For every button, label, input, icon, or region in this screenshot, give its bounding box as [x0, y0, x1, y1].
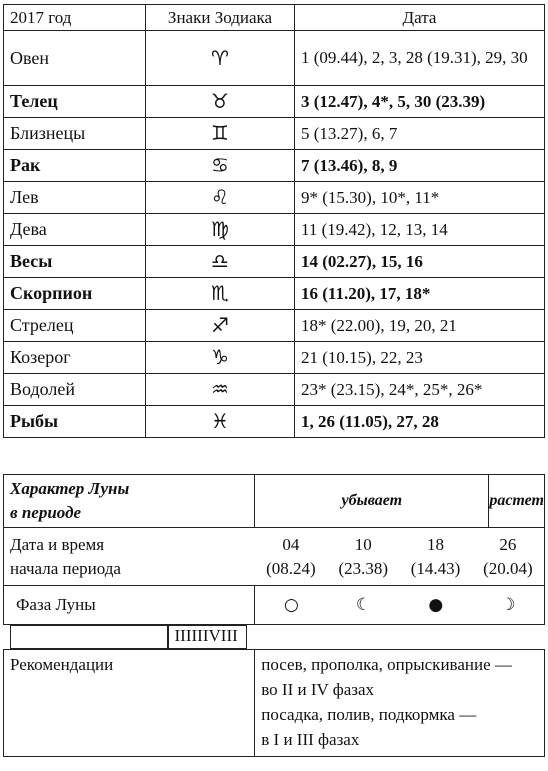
zodiac-row [4, 406, 545, 438]
phase-numbers-row [4, 625, 255, 649]
phase-number: III [185, 626, 203, 645]
recommendations-row [4, 650, 545, 757]
recommendations-text [255, 650, 544, 756]
recommendation-line: посадка, полив, подкормка — [261, 705, 477, 724]
waning-cell: убывает [255, 475, 489, 528]
sign-name: Телец [4, 86, 146, 118]
moon-phase-icons [255, 593, 544, 617]
period-time: (08.24) [266, 558, 316, 578]
period-day: 04 [282, 534, 300, 554]
sign-dates: 21 (10.15), 22, 23 [295, 342, 545, 374]
period-time: (14.43) [410, 558, 461, 578]
sign-name: Стрелец [4, 310, 146, 342]
moon-character-row [4, 475, 545, 528]
waxing-crescent-icon: ☽ [500, 595, 516, 615]
zodiac-sign-icon: ♊︎ [211, 121, 229, 145]
recommendation-line: посев, прополка, опрыскивание — [261, 655, 512, 674]
period-time: (20.04) [483, 558, 533, 578]
period-dates [255, 533, 544, 581]
zodiac-row [4, 310, 545, 342]
phase-number: IV [202, 626, 221, 645]
sign-name: Рак [4, 150, 146, 182]
sign-name: Скорпион [4, 278, 146, 310]
sign-dates: 11 (19.42), 12, 13, 14 [295, 214, 545, 246]
sign-name: Водолей [4, 374, 146, 406]
zodiac-sign-icon: ♑︎ [211, 345, 229, 369]
period-day: 26 [499, 534, 517, 554]
recommendations-label: Рекомендации [4, 650, 255, 757]
sign-dates: 14 (02.27), 15, 16 [295, 246, 545, 278]
zodiac-sign-icon: ♌︎ [211, 185, 229, 209]
period-start [399, 533, 471, 581]
phase-numbers [169, 626, 246, 646]
sign-dates: 16 (11.20), 17, 18* [295, 278, 545, 310]
zodiac-sign-icon: ♋︎ [211, 153, 229, 177]
zodiac-row [4, 374, 545, 406]
zodiac-row [4, 118, 545, 150]
sign-name: Козерог [4, 342, 146, 374]
waning-crescent-icon: ☾ [355, 595, 372, 615]
zodiac-row [4, 182, 545, 214]
header-year: 2017 год [4, 5, 146, 31]
moon-character-label: Характер Луны в периоде [4, 475, 255, 528]
waxing-cell: растет [489, 475, 545, 528]
header-date: Дата [295, 5, 545, 31]
phase-number: II [226, 626, 238, 645]
zodiac-row [4, 246, 545, 278]
period-time: (23.38) [338, 558, 389, 578]
period-dates-label: Дата и время начала периода [4, 528, 255, 586]
moon-phase-label: Фаза Луны [4, 586, 255, 625]
sign-name: Близнецы [4, 118, 146, 150]
zodiac-table-header [4, 5, 545, 31]
zodiac-sign-icon: ♏︎ [211, 281, 229, 305]
phase-number: I [220, 626, 227, 645]
sign-name: Весы [4, 246, 146, 278]
new-moon-icon: ● [428, 595, 444, 615]
zodiac-row [4, 150, 545, 182]
full-moon-icon: ○ [283, 595, 299, 615]
sign-name: Овен [4, 31, 146, 86]
zodiac-sign-icon: ♈︎ [211, 45, 229, 70]
sign-dates: 5 (13.27), 6, 7 [295, 118, 545, 150]
period-day: 10 [354, 534, 372, 554]
zodiac-sign-icon: ♒︎ [211, 377, 229, 401]
moon-phase-row [4, 586, 545, 625]
phase-number: II [174, 626, 186, 645]
recommendation-line: во II и IV фазах [261, 680, 375, 699]
zodiac-sign-icon: ♐︎ [211, 313, 229, 337]
sign-dates: 3 (12.47), 4*, 5, 30 (23.39) [295, 86, 545, 118]
header-signs: Знаки Зодиака [146, 5, 295, 31]
sign-dates: 7 (13.46), 8, 9 [295, 150, 545, 182]
zodiac-row [4, 31, 545, 86]
zodiac-sign-icon: ♓︎ [211, 409, 229, 433]
sign-dates: 9* (15.30), 10*, 11* [295, 182, 545, 214]
sign-name: Дева [4, 214, 146, 246]
sign-name: Рыбы [4, 406, 146, 438]
sign-dates: 1 (09.44), 2, 3, 28 (19.31), 29, 30 [295, 31, 545, 86]
moon-table [3, 474, 545, 757]
period-day: 18 [427, 534, 445, 554]
recommendation-line: в I и III фазах [261, 730, 360, 749]
zodiac-row [4, 214, 545, 246]
zodiac-row [4, 86, 545, 118]
sign-dates: 1, 26 (11.05), 27, 28 [295, 406, 545, 438]
period-start [327, 533, 399, 581]
zodiac-sign-icon: ♍︎ [211, 217, 229, 241]
sign-name: Лев [4, 182, 146, 214]
zodiac-row [4, 278, 545, 310]
period-start [472, 533, 544, 581]
zodiac-sign-icon: ♎︎ [211, 249, 229, 273]
zodiac-table [3, 4, 545, 438]
period-start [255, 533, 327, 581]
zodiac-row [4, 342, 545, 374]
period-dates-row [4, 528, 545, 586]
sign-dates: 23* (23.15), 24*, 25*, 26* [295, 374, 545, 406]
sign-dates: 18* (22.00), 19, 20, 21 [295, 310, 545, 342]
zodiac-sign-icon: ♉︎ [211, 89, 229, 113]
